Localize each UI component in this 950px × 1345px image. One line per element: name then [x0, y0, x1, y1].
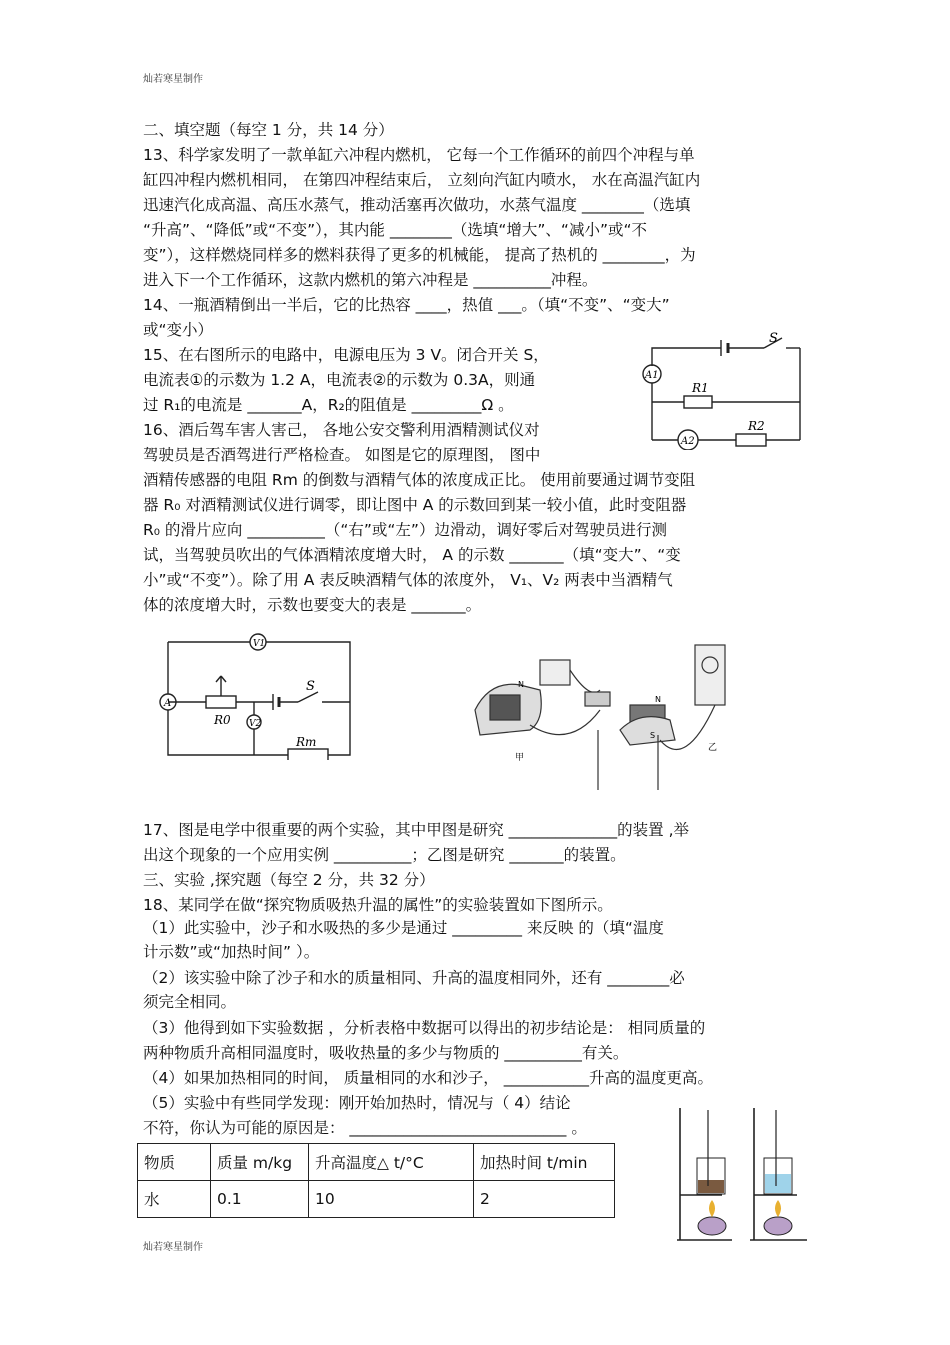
table-row	[138, 1181, 615, 1218]
switch-label: S	[769, 331, 778, 346]
table-header-row	[138, 1144, 615, 1181]
text-line: 电流表①的示数为 1.2 A，电流表②的示数为 0.3A，则通	[143, 371, 536, 389]
text-line: “升高”、“降低”或“不变”），其内能 ________（选填“增大”、“减小”或“不	[143, 221, 648, 239]
switch-label-2: S	[306, 679, 315, 694]
voltmeter-1-label: V1	[253, 639, 266, 649]
text-line: 过 R₁的电流是 _______A，R₂的阻值是 _________Ω 。	[143, 396, 514, 414]
circuit-diagram-q16	[158, 630, 358, 760]
text-line: 13、科学家发明了一款单缸六冲程内燃机， 它每一个工作循环的前四个冲程与单	[143, 146, 695, 164]
text-line: 迅速汽化成高温、高压水蒸气，推动活塞再次做功，水蒸气温度 ________（选填	[143, 196, 691, 214]
text-line: 酒精传感器的电阻 Rm 的倒数与酒精气体的浓度成正比。 使用前要通过调节变阻	[143, 471, 696, 489]
south-pole-label: S	[650, 731, 656, 740]
resistor-r1-label: R1	[692, 381, 709, 395]
text-line: 须完全相同。	[143, 993, 237, 1011]
electromagnetism-apparatus-figure	[470, 640, 750, 790]
text-line: 三、实验 ,探究题（每空 2 分，共 32 分）	[143, 871, 435, 889]
text-line: 体的浓度增大时，示数也要变大的表是 _______。	[143, 596, 482, 614]
text-line: 缸四冲程内燃机相同， 在第四冲程结束后， 立刻向汽缸内喷水， 水在高温汽缸内	[143, 171, 701, 189]
table-cell: 水	[138, 1181, 211, 1218]
experiment-data-table	[137, 1143, 615, 1218]
north-pole-label-2: N	[655, 695, 661, 704]
text-line: 驾驶员是否酒驾进行严格检查。 如图是它的原理图， 图中	[143, 446, 541, 464]
text-line: 或“变小）	[143, 321, 214, 339]
table-cell: 2	[474, 1181, 615, 1218]
table-header-cell: 质量 m/kg	[211, 1144, 309, 1181]
text-line: 16、酒后驾车害人害己， 各地公安交警利用酒精测试仪对	[143, 421, 540, 439]
text-line: 15、在右图所示的电路中，电源电压为 3 V。闭合开关 S，	[143, 346, 549, 364]
table-cell: 0.1	[211, 1181, 309, 1218]
voltmeter-2-label: V2	[249, 719, 262, 729]
text-line: 二、填空题（每空 1 分，共 14 分）	[143, 121, 394, 139]
sensor-rm-label: Rm	[296, 735, 317, 749]
text-line: 14、一瓶酒精倒出一半后，它的比热容 ____，热值 ___。（填“不变”、“变大”	[143, 296, 670, 314]
rheostat-r0-label: R0	[214, 713, 231, 727]
ammeter-1-label: A1	[645, 370, 659, 381]
heating-apparatus-figure	[672, 1100, 817, 1245]
resistor-r2-label: R2	[748, 419, 765, 433]
table-header-cell: 加热时间 t/min	[474, 1144, 615, 1181]
text-line: 进入下一个工作循环，这款内燃机的第六冲程是 __________冲程。	[143, 271, 598, 289]
north-pole-label: N	[518, 680, 524, 689]
text-line: 不符，你认为可能的原因是： ____________________________ 。	[143, 1119, 587, 1137]
ammeter-label: A	[164, 698, 172, 709]
setup-a-label: 甲	[515, 753, 525, 763]
table-cell: 10	[309, 1181, 474, 1218]
page-footer: 灿若寒星制作	[143, 1242, 203, 1253]
text-line: 18、某同学在做“探究物质吸热升温的属性”的实验装置如下图所示。	[143, 896, 613, 914]
text-line: 小”或“不变”）。除了用 A 表反映酒精气体的浓度外， V₁、V₂ 两表中当酒精气	[143, 571, 673, 589]
text-line: 出这个现象的一个应用实例 __________；乙图是研究 _______的装置。	[143, 846, 626, 864]
circuit-diagram-q15	[636, 330, 806, 450]
table-header-cell: 物质	[138, 1144, 211, 1181]
ammeter-2-label: A2	[681, 436, 695, 447]
text-line: 17、图是电学中很重要的两个实验，其中甲图是研究 ______________的装置 ,举	[143, 821, 690, 839]
page-header: 灿若寒星制作	[143, 74, 203, 85]
text-line: （1）此实验中，沙子和水吸热的多少是通过 _________ 来反映 的（填“温度	[143, 919, 664, 937]
text-line: （4）如果加热相同的时间， 质量相同的水和沙子， ___________升高的温度更高。	[143, 1069, 713, 1087]
setup-b-label: 乙	[708, 743, 718, 753]
text-line: 试，当驾驶员吹出的气体酒精浓度增大时， A 的示数 _______（填“变大”、“变	[143, 546, 681, 564]
text-line: 变”），这样燃烧同样多的燃料获得了更多的机械能， 提高了热机的 ________，为	[143, 246, 696, 264]
text-line: （2）该实验中除了沙子和水的质量相同、升高的温度相同外，还有 ________必	[143, 969, 685, 987]
text-line: 计示数”或“加热时间” ）。	[143, 943, 320, 961]
text-line: （3）他得到如下实验数据 ，分析表格中数据可以得出的初步结论是： 相同质量的	[143, 1019, 706, 1037]
text-line: （5）实验中有些同学发现：刚开始加热时，情况与（ 4）结论	[143, 1094, 571, 1112]
text-line: 器 R₀ 对酒精测试仪进行调零，即让图中 A 的示数回到某一较小值，此时变阻器	[143, 496, 687, 514]
text-line: R₀ 的滑片应向 __________（“右”或“左”）边滑动，调好零后对驾驶员进行测	[143, 521, 667, 539]
table-header-cell: 升高温度△ t/°C	[309, 1144, 474, 1181]
text-line: 两种物质升高相同温度时，吸收热量的多少与物质的 __________有关。	[143, 1044, 629, 1062]
